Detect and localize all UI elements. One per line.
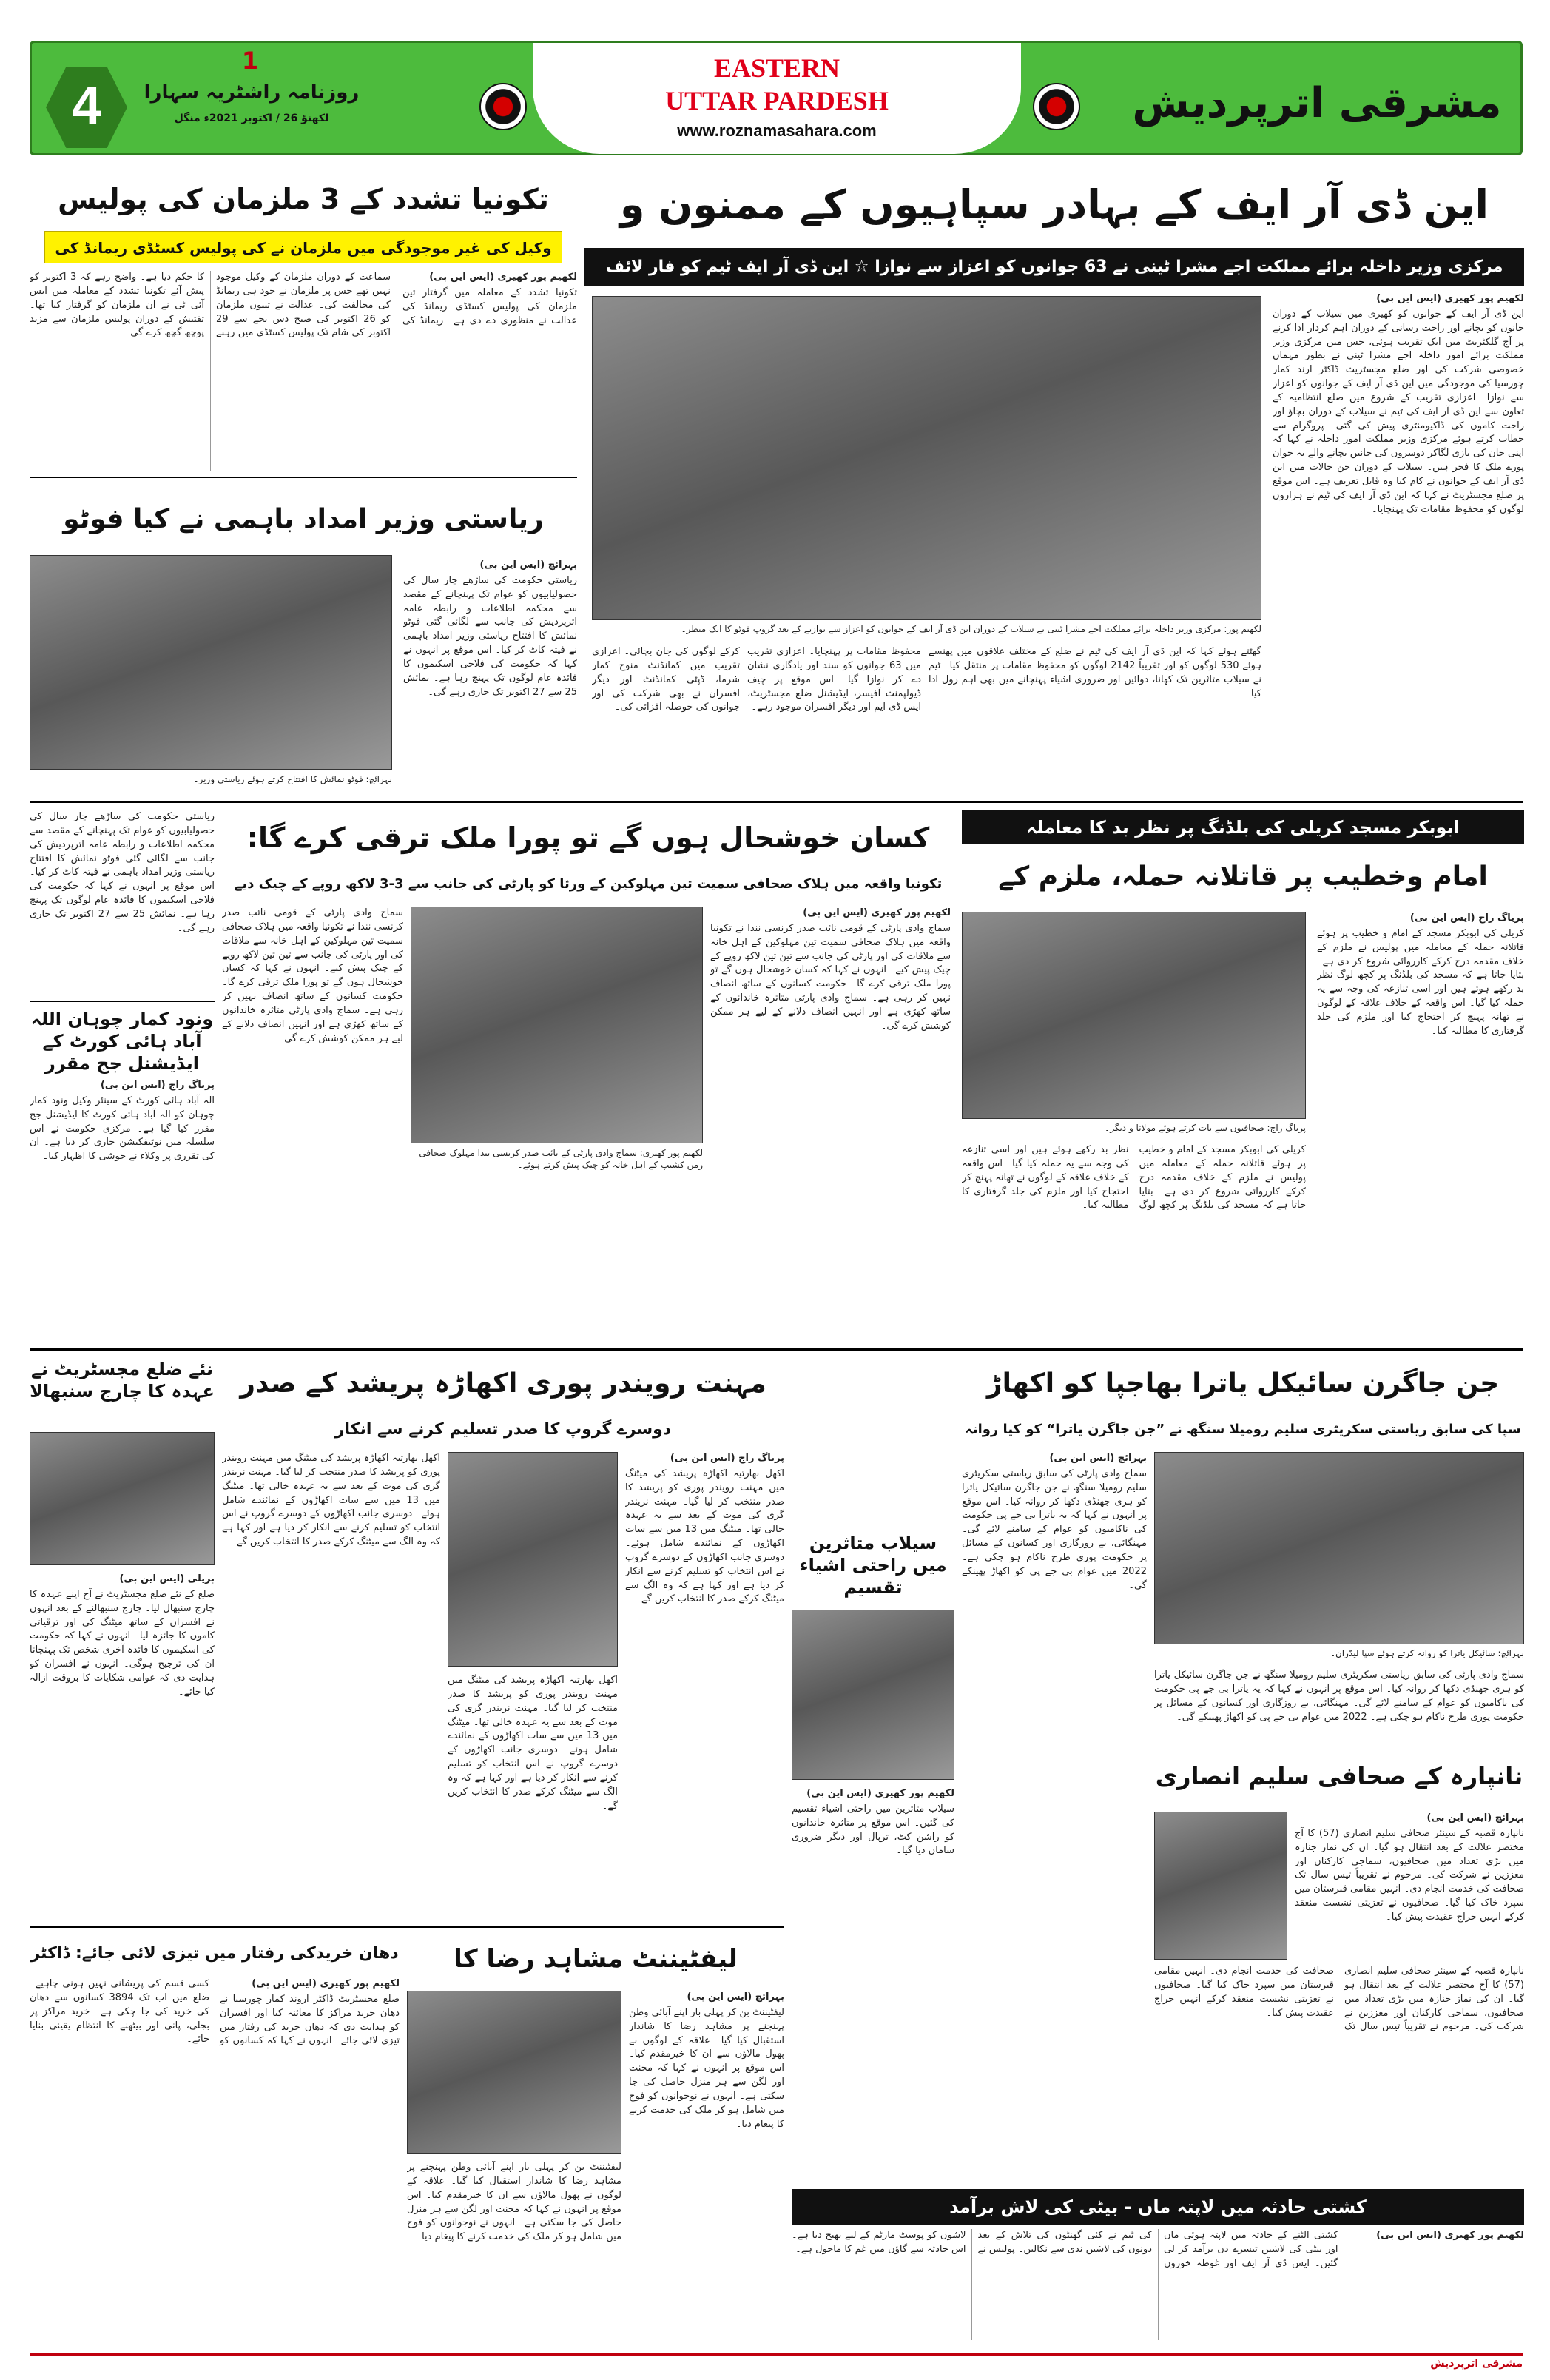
- flood-dateline: لکھیم پور کھیری (ایس این بی): [806, 1788, 954, 1799]
- journalist-headline: نانپارہ کے صحافی سلیم انصاری: [1155, 1762, 1523, 1790]
- newdm-body: [30, 1573, 215, 1920]
- lieutenant-dateline: بہرائچ (ایس این بی): [687, 1991, 784, 2003]
- journalist-photo: [1154, 1812, 1287, 1960]
- footer-label: مشرقی اترپردیش: [1430, 2358, 1523, 2370]
- farmers-headline: کسان خوشحال ہوں گے تو پورا ملک ترقی کرے گا:: [246, 821, 930, 854]
- lieutenant-photo: [407, 1991, 621, 2154]
- divider: [30, 1348, 1523, 1351]
- flood-headline: سیلاب متاثرین میں راحتی اشیاء تقسیم: [799, 1533, 947, 1598]
- flood-text: سیلاب متاثرین میں راحتی اشیاء تقسیم کی گئیں۔ اس موقع پر متاثرہ خاندانوں کو راشن کٹ، ترپال اور دیگر ضروری سامان دیا گیا۔: [792, 1803, 954, 1857]
- divider: [30, 1926, 784, 1928]
- journalist-body: [1295, 1812, 1524, 1960]
- ndrf-headline: این ڈی آر ایف کے بہادر سپاہیوں کے ممنون و: [619, 181, 1489, 228]
- paddy-headline: دھان خریدکی رفتار میں تیزی لائی جائے: ڈاکٹر: [30, 1944, 399, 1963]
- ndrf-group-photo: [592, 296, 1261, 620]
- torture-headline: تکونیا تشدد کے 3 ملزمان کی پولیس: [58, 183, 549, 215]
- edition-number: 1: [241, 47, 259, 75]
- left-column-text: ریاستی حکومت کی ساڑھے چار سال کی حصولیابیوں کو عوام تک پہنچانے کے مقصد سے محکمہ اطلاعات و رابطہ عامہ اترپردیش کی جانب سے لگائی گئی فوٹو نمائش کا افتتاح ریاستی وزیر امداد باہمی نے فیتہ کاٹ کر کیا۔ اس موقع پر انہوں نے کہا کہ حکومت کی فلاحی اسکیموں کا فائدہ عام لوگوں تک پہنچ رہا ہے۔ نمائش 25 سے 27 اکتوبر تک جاری رہے گی۔: [30, 811, 215, 934]
- yatra-dateline: بہرائچ (ایس این بی): [1049, 1453, 1147, 1464]
- lieutenant-col-left: لیفٹیننٹ بن کر پہلی بار اپنے آبائی وطن پہنچنے پر مشاہد رضا کا شاندار استقبال کیا گیا۔ علاقہ کے لوگوں نے پھول مالاؤں سے ان کا خیرمقدم کیا۔ اس موقع پر انہوں نے کہا کہ محنت اور لگن سے ہر منزل حاصل کی جا سکتی ہے۔ انہوں نے نوجوانوں کو فوج میں شامل ہو کر ملک کی خدمت کرنے کا پیغام دیا۔: [407, 2162, 621, 2243]
- akhara-photo: [448, 1452, 618, 1667]
- paddy-body: [30, 1977, 400, 2288]
- emblem-left: [479, 83, 527, 130]
- flood-photo: [792, 1610, 954, 1780]
- imam-text: کریلی کی ابوبکر مسجد کے امام و خطیب پر ہوئے قاتلانہ حملہ کے معاملہ میں پولیس نے ملزم کے خلاف مقدمہ درج کرکے کارروائی شروع کر دی ہے۔ بتایا جاتا ہے کہ مسجد کی بلڈنگ پر کچھ لوگ نظر بد رکھے ہوئے ہیں اور اسی تنازعہ کی وجہ سے یہ حملہ کیا گیا۔ اس واقعہ کے خلاف علاقہ کے لوگوں نے تھانہ پہنچ کر احتجاج کیا اور ملزم کی جلد گرفتاری کا مطالبہ کیا۔: [1317, 927, 1524, 1037]
- judge-text: الہ آباد ہائی کورٹ کے سینئر وکیل ونود کمار چوہان کو الہ آباد ہائی کورٹ کا ایڈیشنل جج مقرر کیا گیا ہے۔ مرکزی حکومت نے اس سلسلہ میں نوٹیفکیشن جاری کر دیا ہے۔ ان کی تقرری پر وکلاء نے خوشی کا اظہار کیا۔: [30, 1095, 215, 1163]
- journalist-dateline: بہرائچ (ایس این بی): [1426, 1812, 1524, 1823]
- imam-photo-caption: پریاگ راج: صحافیوں سے بات کرتے ہوئے مولانا و دیگر۔: [1105, 1123, 1306, 1133]
- exhibition-dateline: بہرائچ (ایس این بی): [479, 559, 577, 571]
- lieutenant-text: لیفٹیننٹ بن کر پہلی بار اپنے آبائی وطن پہنچنے پر مشاہد رضا کا شاندار استقبال کیا گیا۔ علاقہ کے لوگوں نے پھول مالاؤں سے ان کا خیرمقدم کیا۔ اس موقع پر انہوں نے کہا کہ محنت اور لگن سے ہر منزل حاصل کی جا سکتی ہے۔ انہوں نے نوجوانوں کو فوج میں شامل ہو کر ملک کی خدمت کرنے کا پیغام دیا۔: [629, 2006, 784, 2130]
- farmers-photo-caption: لکھیم پور کھیری: سماج وادی پارٹی کے نائب صدر کرنسی نندا مہلوک صحافی رمن کشیپ کے اہل خانہ کو چیک پیش کرتے ہوئے۔: [419, 1148, 703, 1171]
- exhibition-headline: ریاستی وزیر امداد باہمی نے کیا فوٹو: [63, 504, 544, 534]
- ndrf-col5: کرکے لوگوں کی جان بچائی۔ اعزازی تقریب میں کمانڈنٹ منوج کمار شرما، ڈپٹی کمانڈنٹ اور دیگر افسران نے بھی شرکت کی اور جوانوں کی حوصلہ افزائی کی۔: [592, 646, 740, 713]
- divider: [30, 801, 1523, 803]
- judge-body: [30, 1079, 215, 1323]
- akhara-col-right: [625, 1452, 784, 1918]
- torture-body: [30, 271, 577, 471]
- date-line: لکھنؤ 26 / اکتوبر 2021ء منگل: [174, 112, 329, 124]
- akhara-dateline: پریاگ راج (ایس این بی): [670, 1453, 784, 1464]
- exhibition-text: ریاستی حکومت کی ساڑھے چار سال کی حصولیابیوں کو عوام تک پہنچانے کے مقصد سے محکمہ اطلاعات و رابطہ عامہ اترپردیش کی جانب سے لگائی گئی فوٹو نمائش کا افتتاح ریاستی وزیر امداد باہمی نے فیتہ کاٹ کر کیا۔ اس موقع پر انہوں نے کہا کہ حکومت کی فلاحی اسکیموں کا فائدہ عام لوگوں تک پہنچ رہا ہے۔ نمائش 25 سے 27 اکتوبر تک جاری رہے گی۔: [403, 574, 577, 698]
- emblem-right: [1033, 83, 1080, 130]
- yatra-col-right: سماج وادی پارٹی کی سابق ریاستی سکریٹری سلیم رومیلا سنگھ نے جن جاگرن سائیکل یاترا کو ہری جھنڈی دکھا کر روانہ کیا۔ اس موقع پر انہوں نے کہا کہ یہ یاترا بی جے پی حکومت کی ناکامیوں کو عوام کے سامنے لائے گی۔ مہنگائی، بے روزگاری اور کسانوں کے مسائل پر حکومت پوری طرح ناکام ہو چکی ہے۔ 2022 میں عوام بی جے پی کو اکھاڑ پھینکے گی۔: [1154, 1670, 1524, 1723]
- akhara-subhead: دوسرے گروپ کا صدر تسلیم کرنے سے انکار: [334, 1420, 672, 1439]
- website[interactable]: www.roznamasahara.com: [677, 121, 877, 140]
- yatra-photo: [1154, 1452, 1524, 1644]
- page-number: 4: [71, 76, 102, 135]
- flood-body: [792, 1787, 954, 2172]
- exhibition-photo: [30, 555, 392, 770]
- imam-dateline: پریاگ راج (ایس این بی): [1409, 912, 1524, 924]
- ndrf-dateline: لکھیم پور کھیری (ایس این بی): [1376, 293, 1524, 304]
- paddy-dateline: لکھیم پور کھیری (ایس این بی): [252, 1978, 400, 1989]
- imam-body-b: کریلی کی ابوبکر مسجد کے امام و خطیب پر ہوئے قاتلانہ حملہ کے معاملہ میں پولیس نے ملزم کے خلاف مقدمہ درج کرکے کارروائی شروع کر دی ہے۔ بتایا جاتا ہے کہ مسجد کی بلڈنگ پر کچھ لوگ نظر بد رکھے ہوئے ہیں اور اسی تنازعہ کی وجہ سے یہ حملہ کیا گیا۔ اس واقعہ کے خلاف علاقہ کے لوگوں نے تھانہ پہنچ کر احتجاج کیا اور ملزم کی جلد گرفتاری کا مطالبہ کیا۔: [962, 1144, 1306, 1211]
- yatra-text: سماج وادی پارٹی کی سابق ریاستی سکریٹری سلیم رومیلا سنگھ نے جن جاگرن سائیکل یاترا کو ہری جھنڈی دکھا کر روانہ کیا۔ اس موقع پر انہوں نے کہا کہ یہ یاترا بی جے پی حکومت کی ناکامیوں کو عوام کے سامنے لائے گی۔ مہنگائی، بے روزگاری اور کسانوں کے مسائل پر حکومت پوری طرح ناکام ہو چکی ہے۔ 2022 میں عوام بی جے پی کو اکھاڑ پھینکے گی۔: [962, 1468, 1147, 1591]
- farmers-text: سماج وادی پارٹی کے قومی نائب صدر کرنسی نندا نے تکونیا واقعہ میں ہلاک صحافی سمیت تین مہلوکین کے اہل خانہ سے ملاقات کی اور پارٹی کی جانب سے تین تین لاکھ روپے کے چیک پیش کیے۔ انہوں نے کہا کہ کسان خوشحال ہوں گے تو پورا ملک ترقی کرے گا۔ حکومت کسانوں کے ساتھ انصاف نہیں کر رہی ہے۔ سماج وادی پارٹی متاثرہ خاندانوں کے ساتھ کھڑی ہے اور انہیں انصاف دلانے کے لیے ہر ممکن کوشش کرے گی۔: [710, 922, 951, 1032]
- imam-headline: امام وخطیب پر قاتلانہ حملہ، ملزم کے: [998, 861, 1488, 892]
- newdm-text: ضلع کے نئے ضلع مجسٹریٹ نے آج اپنے عہدہ کا چارج سنبھال لیا۔ چارج سنبھالنے کے بعد انہوں نے افسران کے ساتھ میٹنگ کی اور ترقیاتی کاموں کا جائزہ لیا۔ انہوں نے کہا کہ حکومت کی اسکیموں کا فائدہ آخری شخص تک پہنچانا ان کی ترجیح ہوگی۔ انہوں نے افسران کو ہدایت دی کہ عوامی شکایات کا بروقت ازالہ کیا جائے۔: [30, 1588, 215, 1698]
- akhara-text: اکھل بھارتیہ اکھاڑہ پریشد کی میٹنگ میں مہنت رویندر پوری کو پریشد کا صدر منتخب کر لیا گیا۔ مہنت نریندر گری کی موت کے بعد سے یہ عہدہ خالی تھا۔ میٹنگ میں 13 میں سے سات اکھاڑوں کے نمائندے شامل ہوئے۔ دوسری جانب اکھاڑوں کے دوسرے گروپ نے اس انتخاب کو تسلیم کرنے سے انکار کر دیا ہے اور کہا ہے کہ وہ الگ سے میٹنگ کرکے صدر کا انتخاب کریں گے۔: [625, 1468, 784, 1605]
- boat-headline: کشتی حادثہ میں لاپتہ ماں - بیٹی کی لاش برآمد: [792, 2189, 1524, 2225]
- imam-kicker: ابوبکر مسجد کریلی کی بلڈنگ پر نظر بد کا معاملہ: [962, 810, 1524, 844]
- ndrf-col1: [1273, 292, 1524, 766]
- yatra-col-mid: [962, 1452, 1147, 1940]
- paper-name: روزنامہ راشٹریہ سہارا: [144, 81, 360, 104]
- farmers-photo: [411, 907, 703, 1143]
- imam-photo: [962, 912, 1306, 1119]
- akhara-headline: مہنت رویندر پوری اکھاڑہ پریشد کے صدر: [240, 1368, 766, 1399]
- judge-headline: ونود کمار چوہان اللہ آباد ہائی کورٹ کے ایڈیشنل جج مقرر: [30, 1009, 214, 1074]
- divider: [30, 1001, 215, 1002]
- farmers-dateline: لکھیم پور کھیری (ایس این بی): [803, 907, 951, 918]
- boat-body: [792, 2229, 1524, 2340]
- english-title-1: EASTERN: [713, 53, 840, 83]
- ndrf-photo-caption: لکھیم پور: مرکزی وزیر داخلہ برائے مملکت اجے مشرا ٹینی نے سیلاب کے دوران این ڈی آر ایف کے جوانوں کو اعزاز سے نوازنے کے بعد گروپ فوٹو کا ایک منظر۔: [681, 624, 1261, 634]
- divider: [30, 477, 577, 478]
- lieutenant-col-right: [629, 1991, 784, 2287]
- imam-body-a: [1317, 912, 1524, 1341]
- english-title-2: UTTAR PARDESH: [665, 86, 889, 115]
- newdm-dateline: بریلی (ایس این بی): [119, 1573, 215, 1584]
- boat-dateline: لکھیم پور کھیری (ایس این بی): [1376, 2230, 1524, 2241]
- torture-text: تکونیا تشدد کے معاملہ میں گرفتار تین ملزمان کی پولیس کسٹڈی ریمانڈ کی عدالت نے منظوری دے دی ہے۔ ریمانڈ کی سماعت کے دوران ملزمان کے وکیل موجود نہیں تھے جس پر ملزمان نے خود ہی ریمانڈ کی مخالفت کی۔ عدالت نے تینوں ملزمان کو 26 اکتوبر کی صبح دس بجے سے 29 اکتوبر کی شام تک پولیس کسٹڈی میں رہنے کا حکم دیا ہے۔ واضح رہے کہ 3 اکتوبر کو پیش آئے تکونیا تشدد کے معاملہ میں ایس آئی ٹی نے ان ملزمان کو گرفتار کیا تھا۔ تفتیش کے دوران پولیس ملزمان سے مزید پوچھ گچھ کرے گی۔: [30, 272, 577, 339]
- newdm-headline: نئے ضلع مجسٹریٹ نے عہدہ کا چارج سنبھالا: [30, 1359, 215, 1402]
- yatra-headline: جن جاگرن سائیکل یاترا بھاجپا کو اکھاڑ: [986, 1368, 1500, 1399]
- ndrf-col3: گھٹتے ہوئے کہا کہ این ڈی آر ایف کی ٹیم نے ضلع کے مختلف علاقوں میں پھنسے ہوئے 530 لوگوں کو اور تقریباً 2142 لوگوں کو محفوظ مقامات پر منتقل کیا۔ ٹیم نے سیلاب متاثرین تک کھانا، دوائیں اور ضروری اشیاء پہنچانے میں بھی اہم رول ادا کیا۔: [929, 646, 1261, 699]
- ndrf-subhead: مرکزی وزیر داخلہ برائے مملکت اجے مشرا ٹینی نے 63 جوانوں کو اعزاز سے نوازا ☆ این ڈی آر ایف ٹیم کو فار لائف: [584, 248, 1524, 286]
- boat-text: کشتی الٹنے کے حادثہ میں لاپتہ ہوئی ماں اور بیٹی کی لاشیں تیسرے دن برآمد کر لی گئیں۔ ایس ڈی آر ایف اور غوطہ خوروں کی ٹیم نے کئی گھنٹوں کی تلاش کے بعد دونوں کی لاشیں ندی سے نکالیں۔ پولیس نے لاشوں کو پوسٹ مارٹم کے لیے بھیج دیا ہے۔ اس حادثہ سے گاؤں میں غم کا ماحول ہے۔: [792, 2230, 1338, 2269]
- newdm-photo: [30, 1432, 215, 1565]
- akhara-col-left: اکھل بھارتیہ اکھاڑہ پریشد کی میٹنگ میں مہنت رویندر پوری کو پریشد کا صدر منتخب کر لیا گیا۔ مہنت نریندر گری کی موت کے بعد سے یہ عہدہ خالی تھا۔ میٹنگ میں 13 میں سے سات اکھاڑوں کے نمائندے شامل ہوئے۔ دوسری جانب اکھاڑوں کے دوسرے گروپ نے اس انتخاب کو تسلیم کرنے سے انکار کر دیا ہے اور کہا ہے کہ وہ الگ سے میٹنگ کرکے صدر کا انتخاب کریں گے۔: [222, 1453, 440, 1548]
- farmers-col-right: [710, 907, 951, 1343]
- lieutenant-headline: لیفٹیننٹ مشاہد رضا کا: [454, 1944, 738, 1974]
- footer-rule: [30, 2353, 1523, 2356]
- exhibition-photo-caption: بہرائچ: فوٹو نمائش کا افتتاح کرتے ہوئے ریاستی وزیر۔: [193, 774, 392, 784]
- journalist-text: نانپارہ قصبہ کے سینئر صحافی سلیم انصاری (57) کا آج مختصر علالت کے بعد انتقال ہو گیا۔ ان کی نماز جنازہ میں بڑی تعداد میں صحافیوں، سماجی کارکنان اور معززین نے شرکت کی۔ مرحوم نے تقریباً تیس سال تک صحافت کی خدمت انجام دی۔ انہیں مقامی قبرستان میں سپرد خاک کیا گیا۔ صحافیوں نے تعزیتی نشست منعقد کرکے انہیں خراج عقیدت پیش کیا۔: [1295, 1827, 1524, 1923]
- torture-subhead: وکیل کی غیر موجودگی میں ملزمان نے کی پولیس کسٹڈی ریمانڈ کی: [44, 231, 562, 263]
- ndrf-col4: محفوظ مقامات پر پہنچایا۔ اعزازی تقریب میں 63 جوانوں کو سند اور یادگاری نشان دے کر نوازا گیا۔ اس موقع پر چیف ڈیولپمنٹ آفیسر، ایڈیشنل ضلع مجسٹریٹ، ایس ڈی ایم اور دیگر افسران موجود رہے۔: [747, 646, 921, 713]
- journalist-body-b: نانپارہ قصبہ کے سینئر صحافی سلیم انصاری (57) کا آج مختصر علالت کے بعد انتقال ہو گیا۔ ان کی نماز جنازہ میں بڑی تعداد میں صحافیوں، سماجی کارکنان اور معززین نے شرکت کی۔ مرحوم نے تقریباً تیس سال تک صحافت کی خدمت انجام دی۔ انہیں مقامی قبرستان میں سپرد خاک کیا گیا۔ صحافیوں نے تعزیتی نشست منعقد کرکے انہیں خراج عقیدت پیش کیا۔: [1154, 1966, 1524, 2033]
- farmers-col-left: سماج وادی پارٹی کے قومی نائب صدر کرنسی نندا نے تکونیا واقعہ میں ہلاک صحافی سمیت تین مہلوکین کے اہل خانہ سے ملاقات کی اور پارٹی کی جانب سے تین تین لاکھ روپے کے چیک پیش کیے۔ انہوں نے کہا کہ کسان خوشحال ہوں گے تو پورا ملک ترقی کرے گا۔ حکومت کسانوں کے ساتھ انصاف نہیں کر رہی ہے۔ سماج وادی پارٹی متاثرہ خاندانوں کے ساتھ کھڑی ہے اور انہیں انصاف دلانے کے لیے ہر ممکن کوشش کرے گی۔: [222, 907, 403, 1044]
- paddy-text: ضلع مجسٹریٹ ڈاکٹر اروند کمار چورسیا نے دھان خرید مراکز کا معائنہ کیا اور افسران کو ہدایت دی کہ دھان خرید کی رفتار میں تیزی لائی جائے۔ انہوں نے کہا کہ کسانوں کو کسی قسم کی پریشانی نہیں ہونی چاہیے۔ ضلع میں اب تک 3894 کسانوں سے دھان کی خرید کی جا چکی ہے۔ خرید مراکز پر بجلی، پانی اور بیٹھنے کا انتظام یقینی بنایا جائے۔: [30, 1978, 400, 2047]
- ndrf-text-2: پروگرام سے خطاب کرتے ہوئے مرکزی وزیر مملکت امور داخلہ نے کہا کہ اپنی جان کی بازی لگاکر دوسروں کی جانیں بچانے والے یہ جوان پورے ملک کا فخر ہیں۔ سیلاب کے دوران جن حالات میں این ڈی آر ایف کے جوانوں نے کام کیا وہ قابل تعریف ہے۔ اس موقع پر ضلع مجسٹریٹ نے کہا کہ این ڈی آر ایف کی ٹیم نے ہزاروں لوگوں کو محفوظ مقامات تک پہنچایا۔: [1273, 420, 1524, 515]
- torture-dateline: لکھیم پور کھیری (ایس این بی): [429, 272, 577, 283]
- judge-dateline: پریاگ راج (ایس این بی): [100, 1080, 215, 1091]
- section-title: مشرقی اترپردیش: [1132, 79, 1502, 127]
- akhara-col-mid: اکھل بھارتیہ اکھاڑہ پریشد کی میٹنگ میں مہنت رویندر پوری کو پریشد کا صدر منتخب کر لیا گیا۔ مہنت نریندر گری کی موت کے بعد سے یہ عہدہ خالی تھا۔ میٹنگ میں 13 میں سے سات اکھاڑوں کے نمائندے شامل ہوئے۔ دوسری جانب اکھاڑوں کے دوسرے گروپ نے اس انتخاب کو تسلیم کرنے سے انکار کر دیا ہے اور کہا ہے کہ وہ الگ سے میٹنگ کرکے صدر کا انتخاب کریں گے۔: [448, 1675, 618, 1812]
- yatra-photo-caption: بہرائچ: سائیکل یاترا کو روانہ کرتے ہوئے سپا لیڈران۔: [1330, 1648, 1524, 1658]
- farmers-subhead: تکونیا واقعہ میں ہلاک صحافی سمیت تین مہلوکین کے ورثا کو پارٹی کی جانب سے 3-3 لاکھ روپے کے چیک دیے: [234, 876, 943, 892]
- yatra-subhead: سپا کی سابق ریاستی سکریٹری سلیم رومیلا سنگھ نے ”جن جاگرن یاترا“ کو کیا روانہ: [965, 1422, 1521, 1437]
- ndrf-text-1: این ڈی آر ایف کے جوانوں کو کھیری میں سیلاب کے دوران جانوں کو بچانے اور راحت رسانی کے دوران اہم کردار ادا کرنے پر آج گلکٹریٹ میں ایک تقریب ہوئی، جس میں مرکزی وزیر مملکت برائے امور داخلہ اجے مشرا ٹینی نے بطور مہمان خصوصی شرکت کی اور ضلع مجسٹریٹ ڈاکٹر ارند کمار چورسیا کی موجودگی میں این ڈی آر ایف کے جوانوں کو اعزاز سے نوازا۔ اعزازی تقریب کے شروع میں ضلع انتظامیہ کے تعاون سے این ڈی آر ایف کی ٹیم نے سیلاب کے دوران بچاؤ اور راحت کاموں کی ڈاکیومنٹری پیش کی گئی۔: [1273, 308, 1524, 431]
